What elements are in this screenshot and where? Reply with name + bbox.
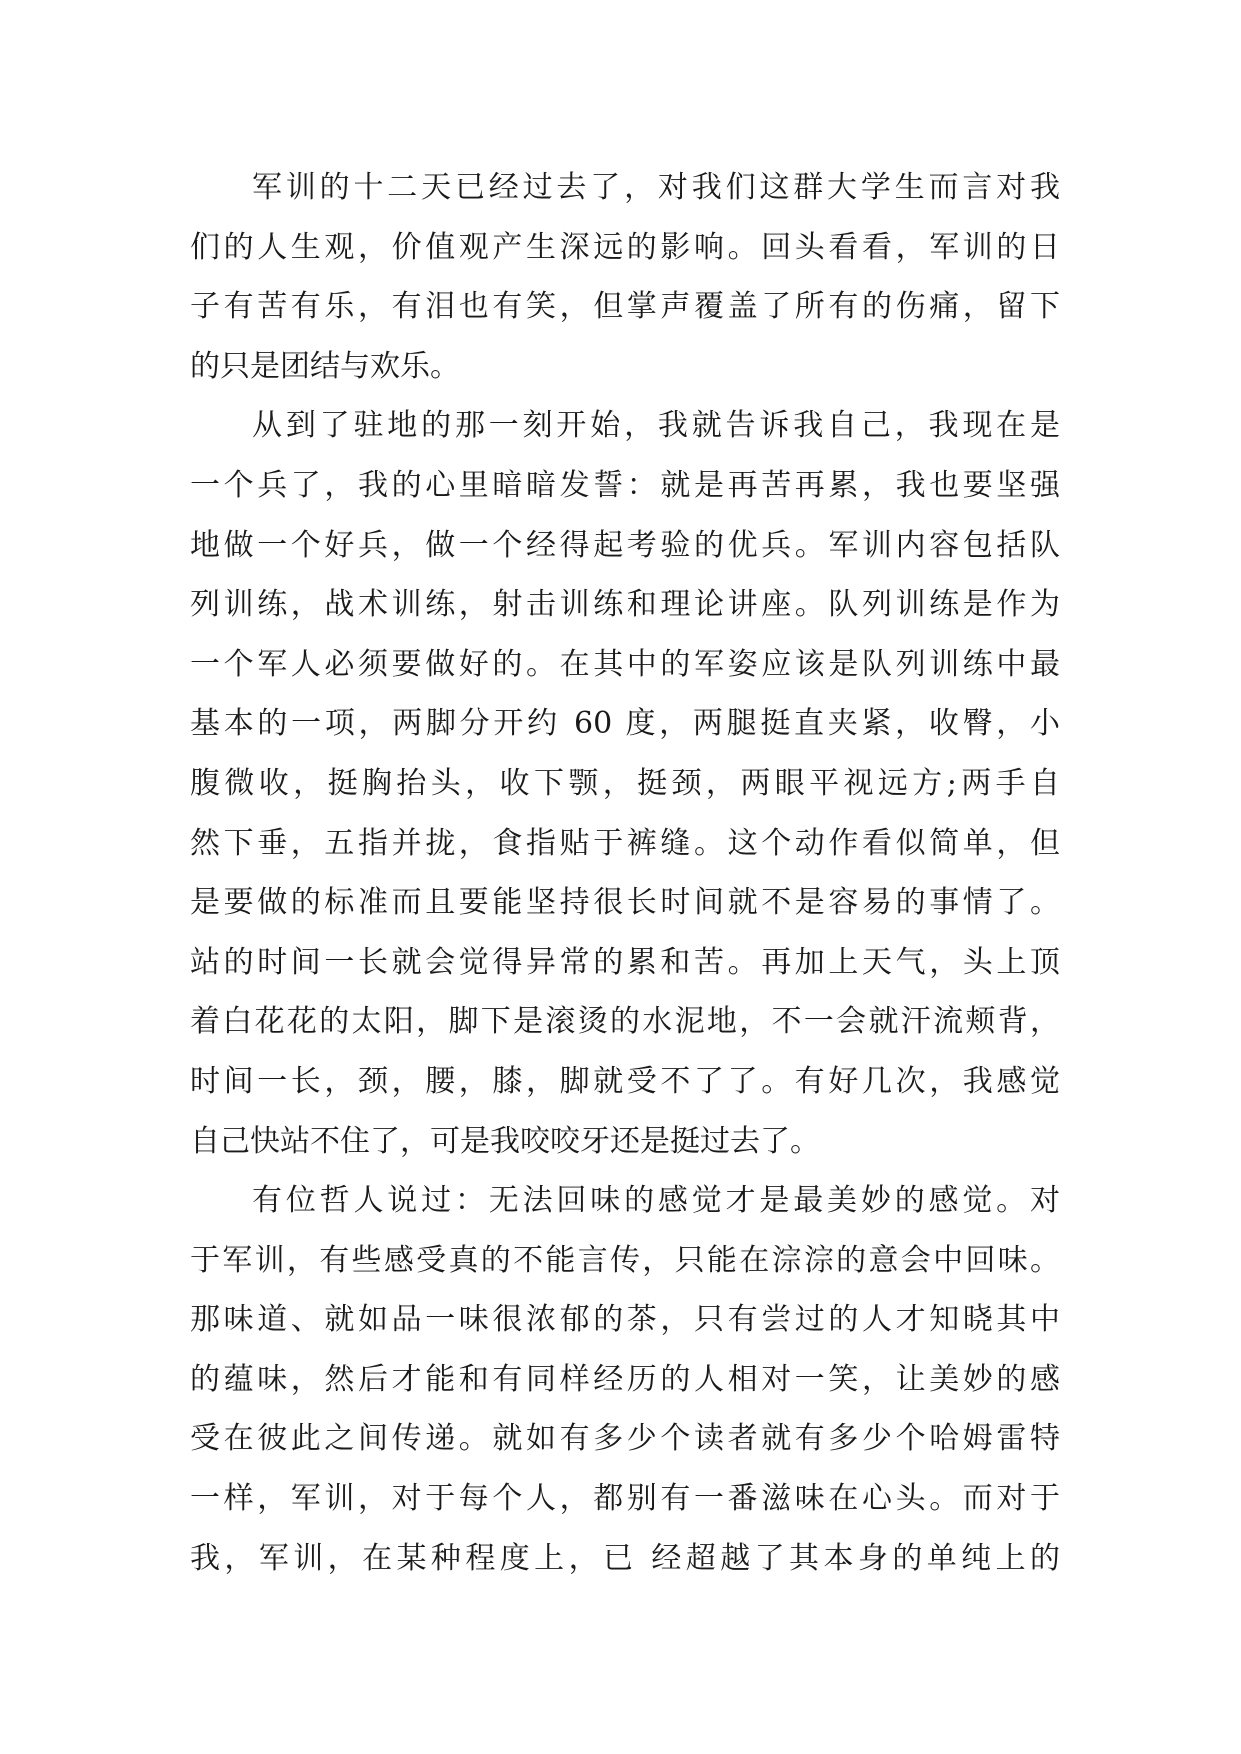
paragraph-2-line-8: 然下垂，五指并拢，食指贴于裤缝。这个动作看似简单，但 [190, 825, 1060, 861]
paragraph-3-line-5: 受在彼此之间传递。就如有多少个读者就有多少个哈姆雷特 [190, 1421, 1060, 1457]
paragraph-2-line-3: 地做一个好兵，做一个经得起考验的优兵。军训内容包括队 [190, 527, 1060, 563]
paragraph-3-line-7: 我，军训，在某种程度上，已 经超越了其本身的单纯上的 [190, 1540, 1060, 1576]
paragraph-3-line-4: 的蕴味，然后才能和有同样经历的人相对一笑，让美妙的感 [190, 1361, 1060, 1397]
paragraph-1-line-2: 们的人生观，价值观产生深远的影响。回头看看，军训的日 [190, 229, 1060, 265]
paragraph-2-line-7: 腹微收，挺胸抬头，收下颚，挺颈，两眼平视远方;两手自 [190, 765, 1060, 801]
paragraph-1-line-1: 军训的十二天已经过去了，对我们这群大学生而言对我 [252, 170, 1060, 205]
paragraph-1-line-4: 的只是团结与欢乐。 [190, 348, 460, 384]
paragraph-2-line-5: 一个军人必须要做好的。在其中的军姿应该是队列训练中最 [190, 646, 1060, 682]
paragraph-2-line-6: 基本的一项，两脚分开约 60 度，两腿挺直夹紧，收臀，小 [190, 706, 1060, 742]
paragraph-2-line-4: 列训练，战术训练，射击训练和理论讲座。队列训练是作为 [190, 587, 1060, 623]
paragraph-2-line-13: 自己快站不住了，可是我咬咬牙还是挺过去了。 [190, 1123, 820, 1159]
paragraph-3-line-6: 一样，军训，对于每个人，都别有一番滋味在心头。而对于 [190, 1481, 1060, 1517]
essay-body [190, 158, 1060, 1588]
paragraph-3-line-3: 那味道、就如品一味很浓郁的茶，只有尝过的人才知晓其中 [190, 1302, 1060, 1338]
paragraph-3-line-1: 有位哲人说过：无法回味的感觉才是最美妙的感觉。对 [252, 1183, 1060, 1219]
paragraph-1-line-3: 子有苦有乐，有泪也有笑，但掌声覆盖了所有的伤痛，留下 [190, 289, 1060, 325]
paragraph-2-line-1: 从到了驻地的那一刻开始，我就告诉我自己，我现在是 [252, 408, 1060, 444]
paragraph-2-line-12: 时间一长，颈，腰，膝，脚就受不了了。有好几次，我感觉 [190, 1063, 1060, 1099]
paragraph-2-line-2: 一个兵了，我的心里暗暗发誓：就是再苦再累，我也要坚强 [190, 467, 1060, 503]
paragraph-3-line-2: 于军训，有些感受真的不能言传，只能在淙淙的意会中回味。 [190, 1242, 1060, 1278]
paragraph-2-line-10: 站的时间一长就会觉得异常的累和苦。再加上天气，头上顶 [190, 944, 1060, 980]
paragraph-2-line-11: 着白花花的太阳，脚下是滚烫的水泥地，不一会就汗流颊背， [190, 1004, 1060, 1040]
paragraph-2-line-9: 是要做的标准而且要能坚持很长时间就不是容易的事情了。 [190, 885, 1060, 921]
